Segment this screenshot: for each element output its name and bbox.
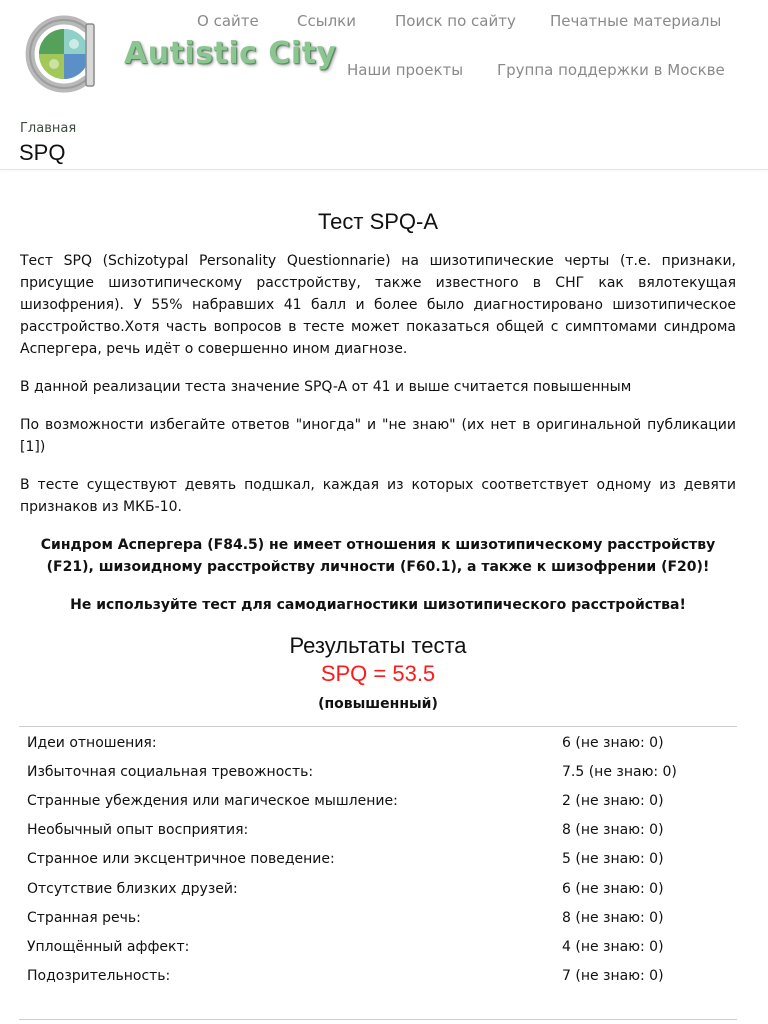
threshold-paragraph: В данной реализации теста значение SPQ-A от 41 и выше считается повышенным [20,379,632,395]
subscale-value: 7 (не знаю: 0) [562,968,664,985]
table-row [20,786,736,815]
subscale-name: Отсутствие близких друзей: [27,880,238,897]
site-header [0,0,768,110]
subscale-value: 8 (не знаю: 0) [562,909,664,926]
table-row [20,845,736,874]
nav-search[interactable]: Поиск по сайту [395,12,516,30]
subscale-value: 4 (не знаю: 0) [562,938,664,955]
subscale-name: Подозрительность: [27,968,171,985]
main-content [20,206,736,991]
logo-icon[interactable] [24,14,102,94]
page-title: SPQ [19,140,66,165]
nav-projects[interactable]: Наши проекты [347,61,464,79]
subscale-name: Странные убеждения или магическое мышление: [27,792,398,809]
table-row [20,816,736,845]
subscale-value: 6 (не знаю: 0) [562,734,664,751]
bottom-divider [19,1019,737,1020]
table-row [20,874,736,903]
subscale-value: 2 (не знаю: 0) [562,792,664,809]
nav-links[interactable]: Ссылки [297,12,356,30]
subscale-name: Странное или эксцентричное поведение: [27,851,335,868]
subscale-name: Идеи отношения: [27,734,157,751]
subscale-value: 6 (не знаю: 0) [562,880,664,897]
subscale-name: Уплощённый аффект: [27,938,190,955]
avoid-answers-paragraph: По возможности избегайте ответов "иногда" и "не знаю" (их нет в оригинальной публикации [1]) [20,417,736,455]
table-row [20,932,736,961]
subscale-value: 7.5 (не знаю: 0) [562,763,677,780]
table-row [20,757,736,786]
self-diagnosis-warning: Не используйте тест для самодиагностики шизотипического расстройства! [70,597,686,613]
table-row [20,728,736,757]
subscale-name: Избыточная социальная тревожность: [27,763,314,780]
nav-print[interactable]: Печатные материалы [550,12,722,30]
title-divider [0,169,768,170]
subscale-value: 5 (не знаю: 0) [562,851,664,868]
subscales-paragraph: В тесте существуют девять подшкал, каждая из которых соответствует одному из девяти признаков из МКБ-10. [20,477,736,515]
breadcrumb [20,121,76,136]
subscale-name: Необычный опыт восприятия: [27,822,249,839]
table-row [20,903,736,932]
results-divider [19,726,737,727]
results-title: Результаты теста [289,633,467,658]
score-level: (повышенный) [318,696,438,712]
logo-text[interactable]: Autistic City [124,36,337,71]
test-title: Тест SPQ-A [317,209,439,234]
subscale-table [20,728,736,991]
nav-about[interactable]: О сайте [197,12,259,30]
subscale-value: 8 (не знаю: 0) [562,822,664,839]
subscale-name: Странная речь: [27,909,141,926]
table-row [20,962,736,991]
nav-support[interactable]: Группа поддержки в Москве [497,61,725,79]
asperger-warning: Синдром Аспергера (F84.5) не имеет отношения к шизотипическому расстройству (F21), шизоидному расстройству личности (F60.1), а также к шизофрении (F20)! [40,537,716,575]
spq-score: SPQ = 53.5 [320,661,436,686]
intro-paragraph: Тест SPQ (Schizotypal Personality Questionnarie) на шизотипические черты (т.е. признаки, присущие шизотипическому расстройству, также известного в СНГ как вялотекущая шизофрения). У 55% набравших 41 балл и более было диагностировано шизотипическое расстройство.Хотя часть вопросов в тесте может показаться общей с симптомами синдрома Аспергера, речь идёт о совершенно ином диагнозе. [20,253,736,357]
breadcrumb-home[interactable]: Главная [20,121,77,136]
